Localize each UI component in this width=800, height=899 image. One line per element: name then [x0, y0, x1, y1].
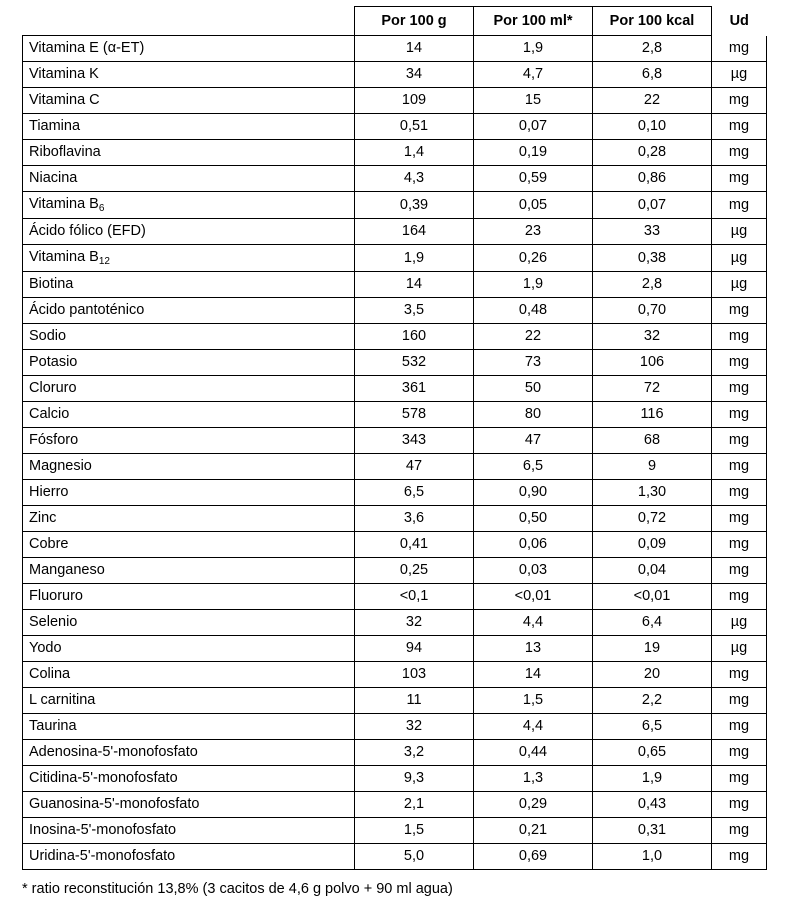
value-per-100-kcal: 116: [593, 402, 712, 428]
table-row: [23, 428, 767, 454]
value-per-100-g: 160: [355, 324, 474, 350]
value-per-100-ml: 0,19: [474, 140, 593, 166]
value-per-100-g: 3,2: [355, 740, 474, 766]
header-unit: Ud: [712, 7, 767, 36]
value-per-100-g: 6,5: [355, 480, 474, 506]
table-row: [23, 114, 767, 140]
unit-value: µg: [712, 610, 767, 636]
value-per-100-g: 14: [355, 36, 474, 62]
unit-value: mg: [712, 558, 767, 584]
value-per-100-ml: 47: [474, 428, 593, 454]
value-per-100-ml: 0,59: [474, 166, 593, 192]
table-row: [23, 532, 767, 558]
unit-value: mg: [712, 480, 767, 506]
table-footnote: * ratio reconstitución 13,8% (3 cacitos de 4,6 g polvo + 90 ml agua): [22, 881, 453, 897]
unit-value: mg: [712, 192, 767, 219]
nutrient-name: Uridina-5'-monofosfato: [23, 844, 355, 870]
header-per-100-kcal: Por 100 kcal: [593, 7, 712, 36]
value-per-100-ml: 15: [474, 88, 593, 114]
nutrient-name: Adenosina-5'-monofosfato: [23, 740, 355, 766]
nutrient-name: Hierro: [23, 480, 355, 506]
table-row: [23, 36, 767, 62]
unit-value: mg: [712, 584, 767, 610]
value-per-100-g: 343: [355, 428, 474, 454]
value-per-100-kcal: 0,72: [593, 506, 712, 532]
value-per-100-ml: 0,07: [474, 114, 593, 140]
unit-value: mg: [712, 662, 767, 688]
nutrient-name: Ácido pantoténico: [23, 298, 355, 324]
unit-value: µg: [712, 62, 767, 88]
nutrient-name: Citidina-5'-monofosfato: [23, 766, 355, 792]
value-per-100-ml: <0,01: [474, 584, 593, 610]
nutrient-name: Manganeso: [23, 558, 355, 584]
value-per-100-g: 32: [355, 610, 474, 636]
value-per-100-kcal: 106: [593, 350, 712, 376]
value-per-100-ml: 1,9: [474, 272, 593, 298]
value-per-100-kcal: 22: [593, 88, 712, 114]
value-per-100-kcal: 1,0: [593, 844, 712, 870]
value-per-100-g: 0,25: [355, 558, 474, 584]
table-row: [23, 558, 767, 584]
nutrient-name: Vitamina $B_{12}$: [23, 245, 355, 272]
unit-value: mg: [712, 88, 767, 114]
value-per-100-ml: 0,29: [474, 792, 593, 818]
value-per-100-g: 4,3: [355, 166, 474, 192]
table-row: [23, 766, 767, 792]
value-per-100-kcal: 1,30: [593, 480, 712, 506]
value-per-100-ml: 0,48: [474, 298, 593, 324]
value-per-100-g: 34: [355, 62, 474, 88]
nutrient-name: Vitamina C: [23, 88, 355, 114]
value-per-100-ml: 1,5: [474, 688, 593, 714]
table-header: [23, 7, 767, 36]
value-per-100-g: 5,0: [355, 844, 474, 870]
table-row: [23, 662, 767, 688]
value-per-100-kcal: 19: [593, 636, 712, 662]
value-per-100-ml: 80: [474, 402, 593, 428]
value-per-100-kcal: 0,38: [593, 245, 712, 272]
nutrient-name: Potasio: [23, 350, 355, 376]
value-per-100-g: 164: [355, 219, 474, 245]
unit-value: mg: [712, 298, 767, 324]
unit-value: mg: [712, 792, 767, 818]
value-per-100-kcal: 6,4: [593, 610, 712, 636]
value-per-100-kcal: 32: [593, 324, 712, 350]
value-per-100-ml: 13: [474, 636, 593, 662]
table-row: [23, 740, 767, 766]
value-per-100-kcal: 0,04: [593, 558, 712, 584]
nutrient-name: Colina: [23, 662, 355, 688]
nutrient-name: Ácido fólico (EFD): [23, 219, 355, 245]
table-row: [23, 584, 767, 610]
unit-value: mg: [712, 324, 767, 350]
unit-value: mg: [712, 166, 767, 192]
value-per-100-kcal: 2,8: [593, 36, 712, 62]
value-per-100-ml: 0,44: [474, 740, 593, 766]
value-per-100-ml: 0,06: [474, 532, 593, 558]
value-per-100-kcal: 0,70: [593, 298, 712, 324]
table-row: [23, 818, 767, 844]
table-row: [23, 844, 767, 870]
header-per-100-ml: Por 100 ml*: [474, 7, 593, 36]
unit-value: mg: [712, 688, 767, 714]
value-per-100-kcal: 1,9: [593, 766, 712, 792]
unit-value: mg: [712, 454, 767, 480]
table-row: [23, 480, 767, 506]
value-per-100-kcal: 0,31: [593, 818, 712, 844]
value-per-100-ml: 4,4: [474, 714, 593, 740]
unit-value: mg: [712, 818, 767, 844]
value-per-100-g: 532: [355, 350, 474, 376]
value-per-100-g: 0,41: [355, 532, 474, 558]
unit-value: mg: [712, 714, 767, 740]
header-blank: [23, 7, 355, 36]
nutrition-table: [22, 6, 767, 870]
unit-value: mg: [712, 766, 767, 792]
nutrient-name: Calcio: [23, 402, 355, 428]
value-per-100-g: 32: [355, 714, 474, 740]
nutrient-name: Guanosina-5'-monofosfato: [23, 792, 355, 818]
value-per-100-ml: 1,3: [474, 766, 593, 792]
value-per-100-g: 1,9: [355, 245, 474, 272]
table-row: [23, 62, 767, 88]
value-per-100-g: 1,4: [355, 140, 474, 166]
unit-value: mg: [712, 350, 767, 376]
nutrient-name: Inosina-5'-monofosfato: [23, 818, 355, 844]
value-per-100-g: 578: [355, 402, 474, 428]
unit-value: mg: [712, 140, 767, 166]
value-per-100-ml: 4,7: [474, 62, 593, 88]
value-per-100-kcal: 0,09: [593, 532, 712, 558]
unit-value: mg: [712, 36, 767, 62]
value-per-100-ml: 23: [474, 219, 593, 245]
value-per-100-kcal: 6,8: [593, 62, 712, 88]
unit-value: mg: [712, 532, 767, 558]
table-row: [23, 350, 767, 376]
value-per-100-ml: 1,9: [474, 36, 593, 62]
value-per-100-ml: 73: [474, 350, 593, 376]
table-row: [23, 506, 767, 532]
unit-value: mg: [712, 376, 767, 402]
nutrient-name: Sodio: [23, 324, 355, 350]
value-per-100-ml: 22: [474, 324, 593, 350]
nutrient-name: L carnitina: [23, 688, 355, 714]
nutrient-name: Cobre: [23, 532, 355, 558]
table-row: [23, 298, 767, 324]
table-row: [23, 714, 767, 740]
value-per-100-ml: 0,90: [474, 480, 593, 506]
nutrient-name: Niacina: [23, 166, 355, 192]
table-row: [23, 140, 767, 166]
value-per-100-kcal: 0,65: [593, 740, 712, 766]
unit-value: mg: [712, 402, 767, 428]
value-per-100-ml: 6,5: [474, 454, 593, 480]
table-row: [23, 454, 767, 480]
unit-value: mg: [712, 114, 767, 140]
value-per-100-ml: 0,69: [474, 844, 593, 870]
value-per-100-kcal: 0,28: [593, 140, 712, 166]
nutrient-name: Magnesio: [23, 454, 355, 480]
value-per-100-kcal: 20: [593, 662, 712, 688]
value-per-100-g: 109: [355, 88, 474, 114]
unit-value: µg: [712, 272, 767, 298]
table-row: [23, 245, 767, 272]
value-per-100-g: 1,5: [355, 818, 474, 844]
value-per-100-ml: 4,4: [474, 610, 593, 636]
value-per-100-g: 3,6: [355, 506, 474, 532]
value-per-100-ml: 0,50: [474, 506, 593, 532]
value-per-100-kcal: <0,01: [593, 584, 712, 610]
unit-value: mg: [712, 428, 767, 454]
table-row: [23, 376, 767, 402]
table-row: [23, 792, 767, 818]
table-row: [23, 192, 767, 219]
value-per-100-kcal: 72: [593, 376, 712, 402]
value-per-100-kcal: 0,07: [593, 192, 712, 219]
value-per-100-ml: 14: [474, 662, 593, 688]
value-per-100-kcal: 2,8: [593, 272, 712, 298]
unit-value: mg: [712, 740, 767, 766]
nutrient-name: Fluoruro: [23, 584, 355, 610]
value-per-100-g: 2,1: [355, 792, 474, 818]
unit-value: µg: [712, 245, 767, 272]
value-per-100-g: 3,5: [355, 298, 474, 324]
nutrient-name: Riboflavina: [23, 140, 355, 166]
unit-value: µg: [712, 636, 767, 662]
table-row: [23, 402, 767, 428]
table-row: [23, 688, 767, 714]
value-per-100-ml: 0,03: [474, 558, 593, 584]
value-per-100-kcal: 2,2: [593, 688, 712, 714]
value-per-100-ml: 0,05: [474, 192, 593, 219]
value-per-100-g: 0,51: [355, 114, 474, 140]
unit-value: mg: [712, 506, 767, 532]
nutrient-name: Zinc: [23, 506, 355, 532]
nutrient-name: Fósforo: [23, 428, 355, 454]
value-per-100-g: 11: [355, 688, 474, 714]
value-per-100-ml: 0,21: [474, 818, 593, 844]
value-per-100-g: 47: [355, 454, 474, 480]
table-row: [23, 219, 767, 245]
value-per-100-g: 9,3: [355, 766, 474, 792]
table-row: [23, 166, 767, 192]
nutrient-name: Selenio: [23, 610, 355, 636]
nutrient-name: Biotina: [23, 272, 355, 298]
value-per-100-g: 361: [355, 376, 474, 402]
table-body: [23, 36, 767, 870]
value-per-100-ml: 0,26: [474, 245, 593, 272]
unit-value: mg: [712, 844, 767, 870]
value-per-100-g: 94: [355, 636, 474, 662]
value-per-100-g: <0,1: [355, 584, 474, 610]
table-row: [23, 610, 767, 636]
header-row: [23, 7, 767, 36]
value-per-100-kcal: 0,43: [593, 792, 712, 818]
table-row: [23, 636, 767, 662]
nutrient-name: Taurina: [23, 714, 355, 740]
value-per-100-kcal: 0,86: [593, 166, 712, 192]
table-row: [23, 324, 767, 350]
nutrient-name: Vitamina K: [23, 62, 355, 88]
table-row: [23, 88, 767, 114]
header-per-100-g: Por 100 g: [355, 7, 474, 36]
nutrient-name: Yodo: [23, 636, 355, 662]
value-per-100-kcal: 0,10: [593, 114, 712, 140]
nutrient-name: Cloruro: [23, 376, 355, 402]
value-per-100-ml: 50: [474, 376, 593, 402]
value-per-100-kcal: 68: [593, 428, 712, 454]
value-per-100-g: 103: [355, 662, 474, 688]
value-per-100-g: 14: [355, 272, 474, 298]
unit-value: µg: [712, 219, 767, 245]
value-per-100-g: 0,39: [355, 192, 474, 219]
nutrient-name: Vitamina E (α-ET): [23, 36, 355, 62]
table-row: [23, 272, 767, 298]
nutrient-name: Vitamina $B_6$: [23, 192, 355, 219]
value-per-100-kcal: 33: [593, 219, 712, 245]
value-per-100-kcal: 6,5: [593, 714, 712, 740]
nutrient-name: Tiamina: [23, 114, 355, 140]
value-per-100-kcal: 9: [593, 454, 712, 480]
